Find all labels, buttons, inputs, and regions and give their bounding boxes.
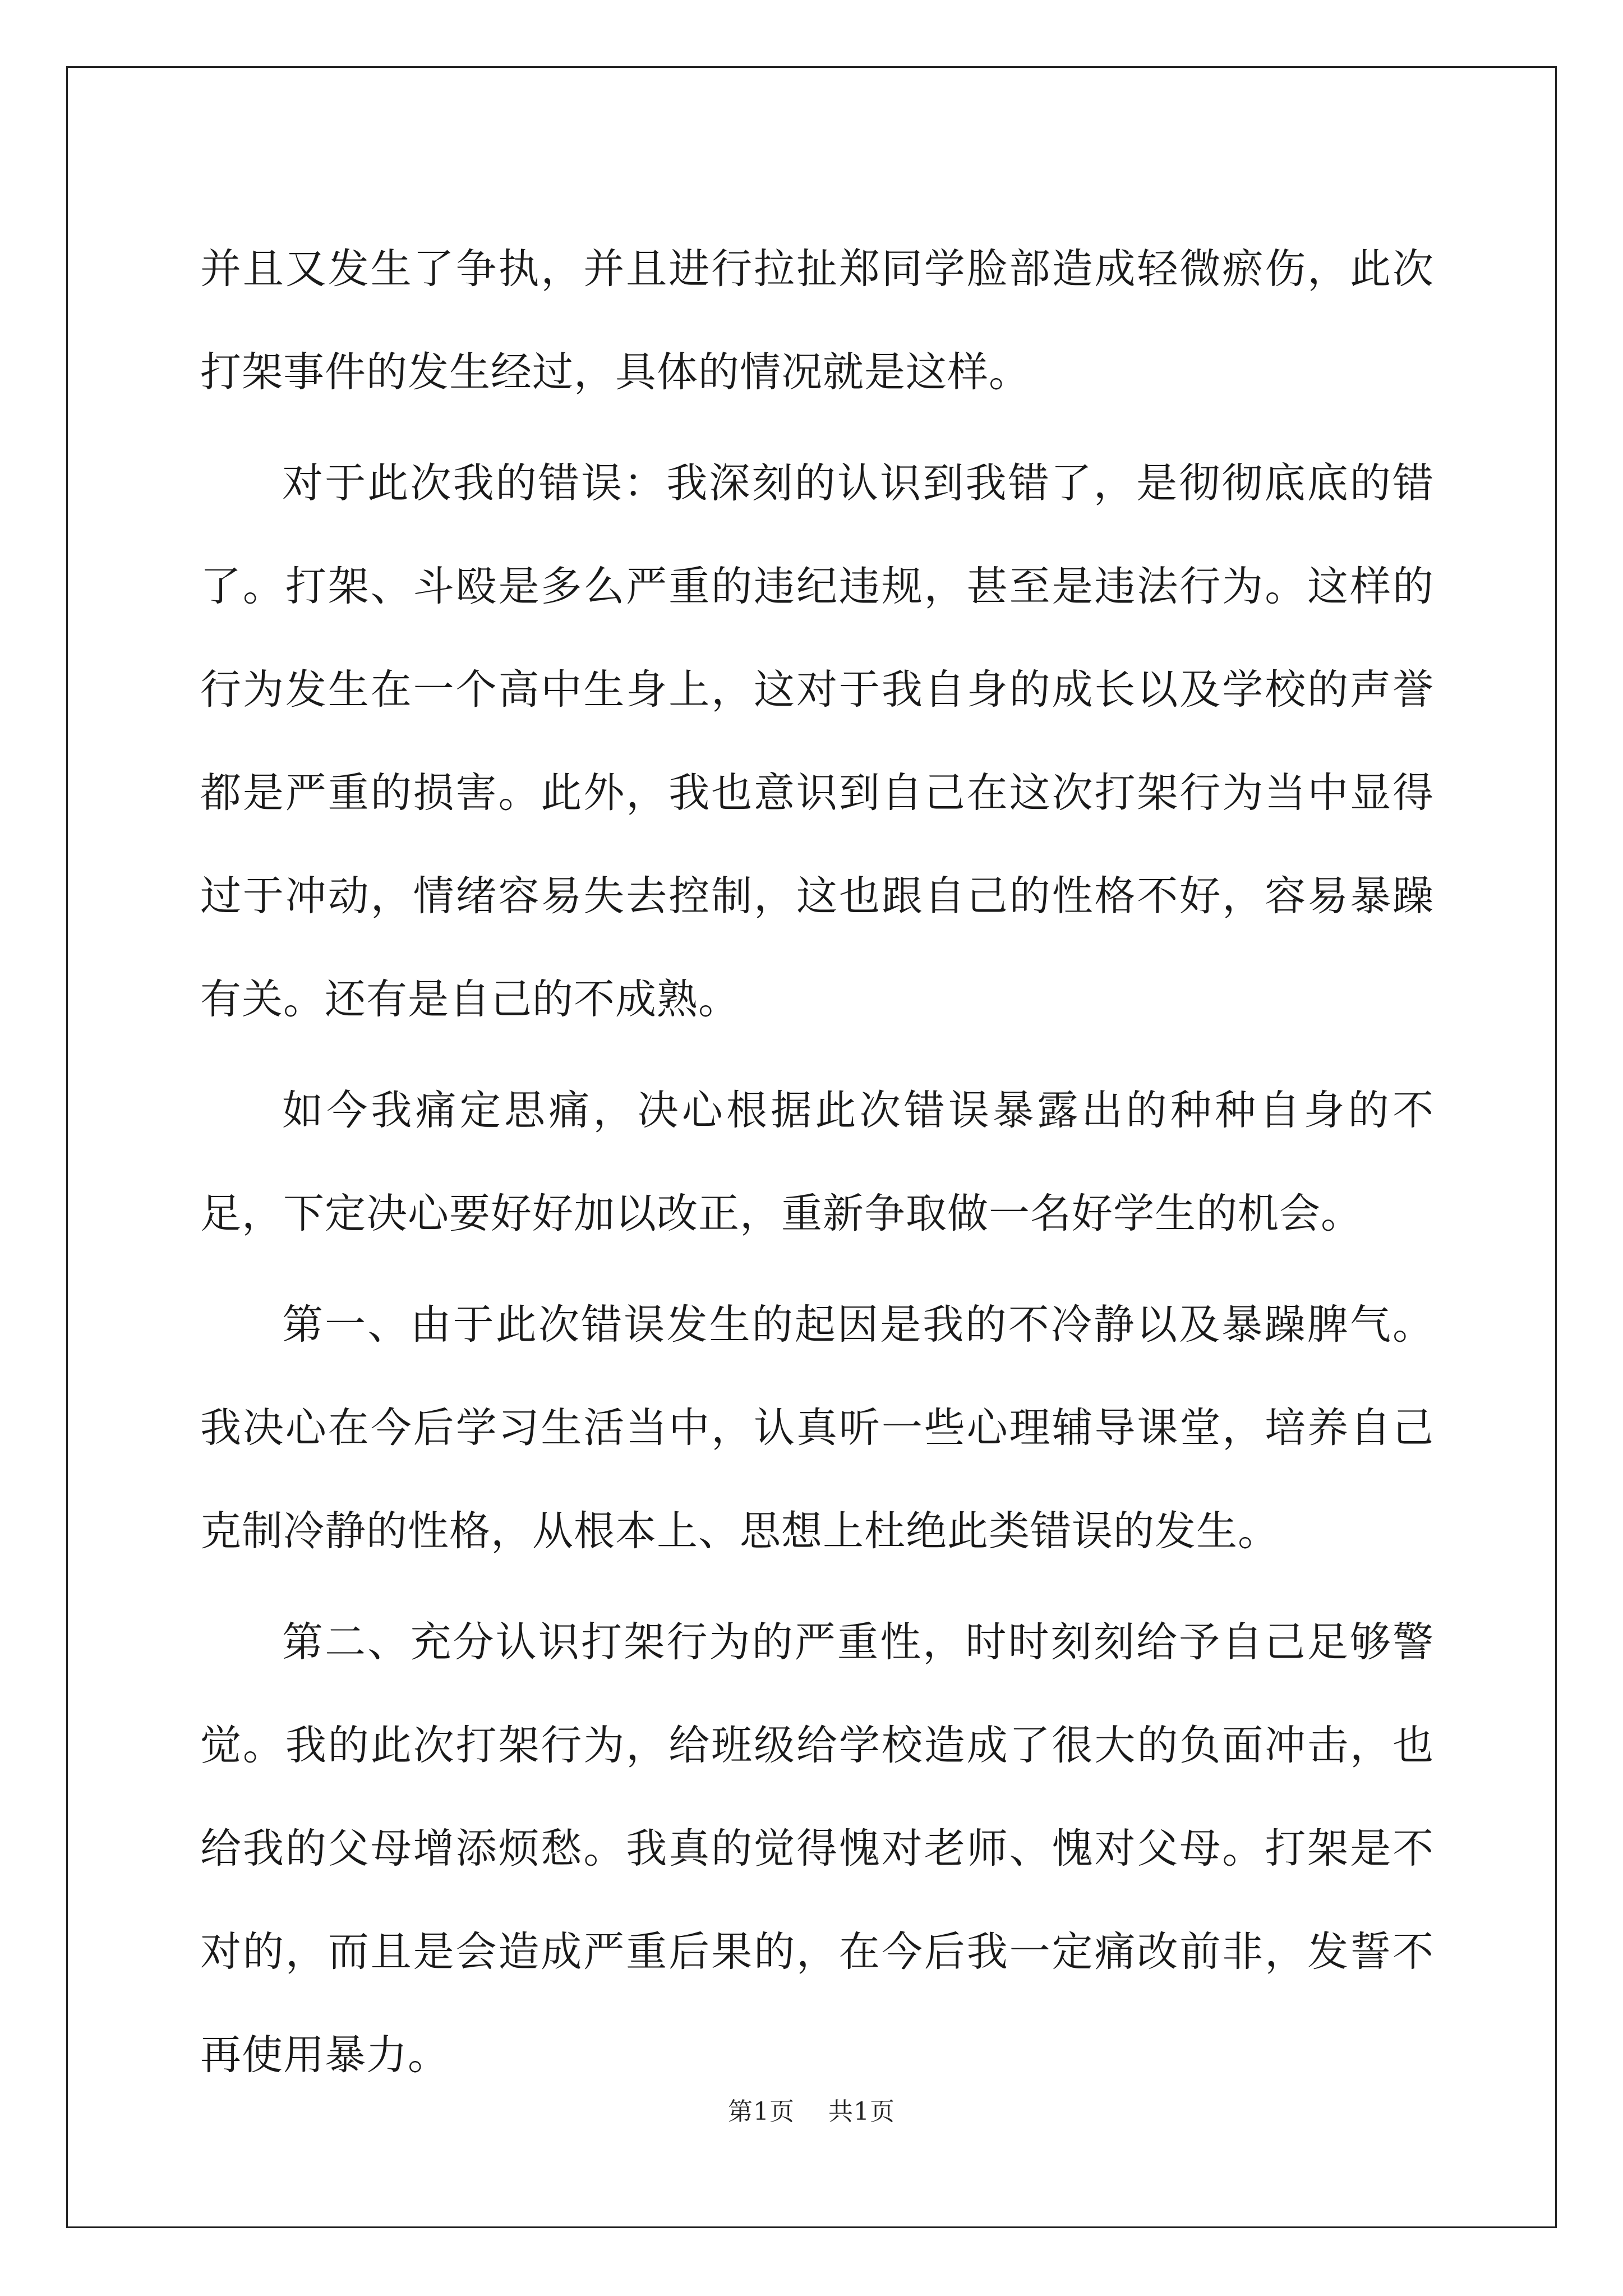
paragraph-2: 对于此次我的错误：我深刻的认识到我错了，是彻彻底底的错了。打架、斗殴是多么严重的违纪违规，甚至是违法行为。这样的行为发生在一个高中生身上，这对于我自身的成长以及学校的声誉都是严重的损害。此外，我也意识到自己在这次打架行为当中显得过于冲动，情绪容易失去控制，这也跟自己的性格不好，容易暴躁有关。还有是自己的不成熟。 xyxy=(200,459,1434,1023)
paragraph-3: 如今我痛定思痛，决心根据此次错误暴露出的种种自身的不足，下定决心要好好加以改正，重新争取做一名好学生的机会。 xyxy=(200,1087,1434,1237)
paragraph-4: 第一、由于此次错误发生的起因是我的不冷静以及暴躁脾气。我决心在今后学习生活当中，认真听一些心理辅导课堂，培养自己克制冷静的性格，从根本上、思想上杜绝此类错误的发生。 xyxy=(200,1301,1434,1555)
paragraph-1: 并且又发生了争执，并且进行拉扯郑同学脸部造成轻微瘀伤，此次打架事件的发生经过，具体的情况就是这样。 xyxy=(200,245,1434,396)
page-number: 第1页 xyxy=(728,2097,795,2126)
paragraph-5: 第二、充分认识打架行为的严重性，时时刻刻给予自己足够警觉。我的此次打架行为，给班级给学校造成了很大的负面冲击，也给我的父母增添烦愁。我真的觉得愧对老师、愧对父母。打架是不对的，而且是会造成严重后果的，在今后我一定痛改前非，发誓不再使用暴力。 xyxy=(200,1618,1434,2079)
page-total: 共1页 xyxy=(828,2097,895,2126)
document-body xyxy=(200,218,1434,2107)
page-footer xyxy=(0,2091,1623,2127)
